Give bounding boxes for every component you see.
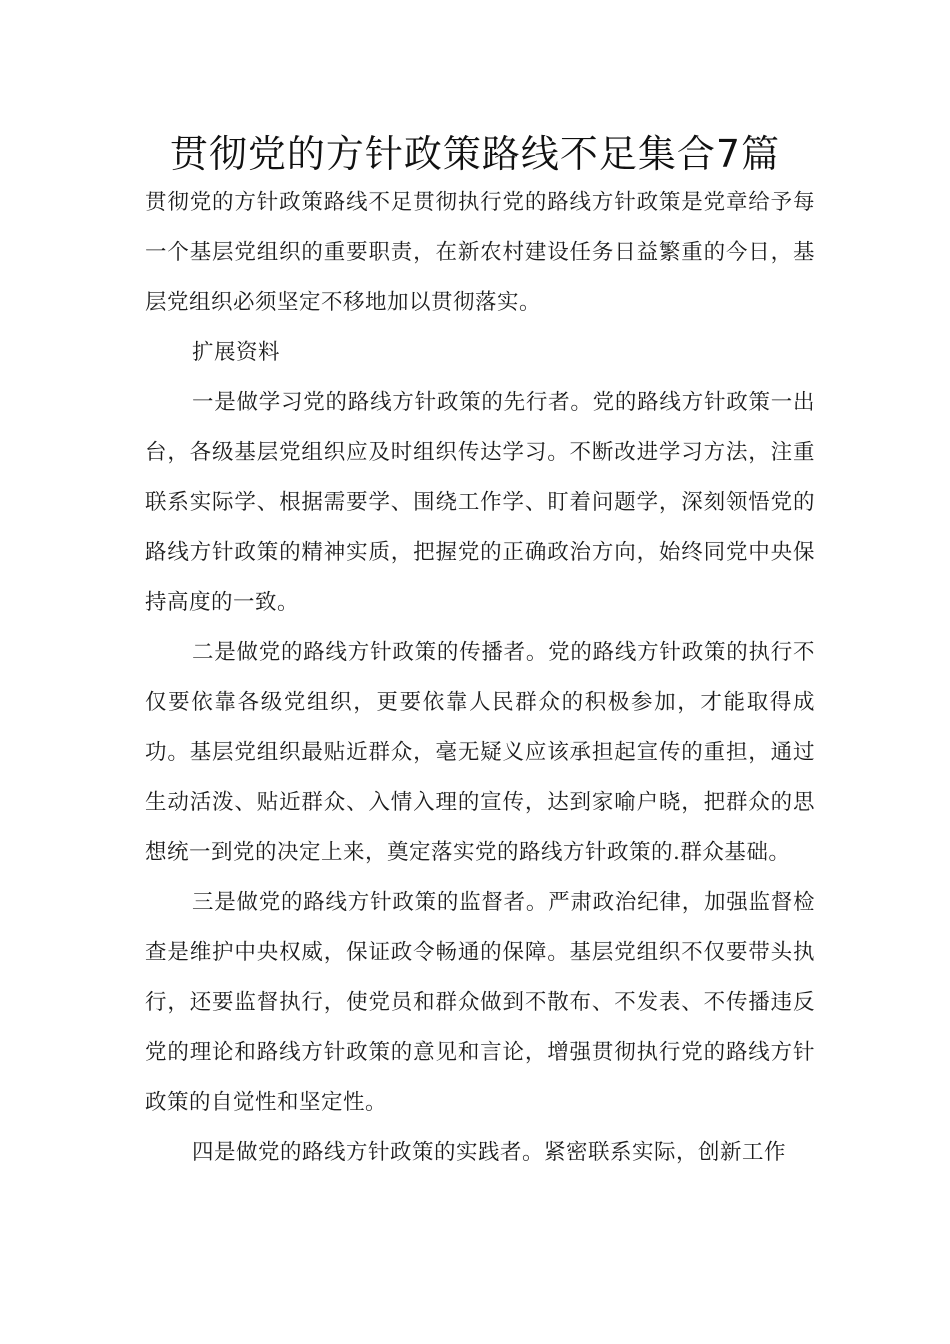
point-four-paragraph: 四是做党的路线方针政策的实践者。紧密联系实际，创新工作: [192, 1140, 787, 1165]
document-title: 贯彻党的方针政策路线不足集合7篇: [169, 132, 781, 176]
document-body: [145, 178, 815, 1178]
extension-heading: 扩展资料: [192, 340, 281, 365]
point-three-paragraph: 三是做党的路线方针政策的监督者。严肃政治纪律，加强监督检查是维护中央权威，保证政令畅通的保障。基层党组织不仅要带头执行，还要监督执行，使党员和群众做到不散布、不发表、不传播违反党的理论和路线方针政策的意见和言论，增强贯彻执行党的路线方针政策的自觉性和坚定性。: [145, 890, 815, 1115]
intro-paragraph: 贯彻党的方针政策路线不足贯彻执行党的路线方针政策是党章给予每一个基层党组织的重要职责，在新农村建设任务日益繁重的今日，基层党组织必须坚定不移地加以贯彻落实。: [145, 190, 815, 315]
point-one-paragraph: 一是做学习党的路线方针政策的先行者。党的路线方针政策一出台，各级基层党组织应及时组织传达学习。不断改进学习方法，注重联系实际学、根据需要学、围绕工作学、盯着问题学，深刻领悟党的路线方针政策的精神实质，把握党的正确政治方向，始终同党中央保持高度的一致。: [145, 390, 815, 615]
point-two-paragraph: 二是做党的路线方针政策的传播者。党的路线方针政策的执行不仅要依靠各级党组织，更要依靠人民群众的积极参加，才能取得成功。基层党组织最贴近群众，毫无疑义应该承担起宣传的重担，通过生动活泼、贴近群众、入情入理的宣传，达到家喻户晓，把群众的思想统一到党的决定上来，奠定落实党的路线方针政策的.群众基础。: [145, 640, 815, 865]
